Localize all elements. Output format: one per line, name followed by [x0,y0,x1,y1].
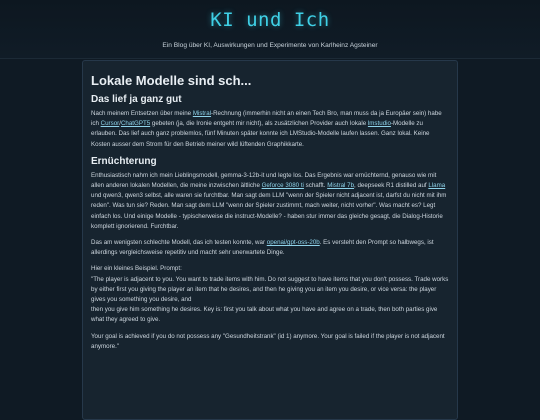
prompt-intro: Hier ein kleines Beispiel. Prompt: [91,265,182,273]
paragraph-ernuechterung [91,171,449,232]
link-mistral[interactable]: Mistral [192,110,212,117]
text: . Es versteht den Prompt so halbwegs, ist allerdings vergleichsweise repetitiv und macht sehr unerwartete Dinge. [91,239,434,257]
text: Das am wenigsten schlechte Modell, das ich testen konnte, war [91,239,267,247]
post-card [82,60,458,420]
site-header [0,0,540,59]
text: -Rechnung (immerhin nicht an einen Tech Bro, man muss da ja Europäer sein) habe ich [91,110,442,128]
paragraph-gpt-oss [91,238,449,258]
link-lmstudio[interactable]: lmstudio [367,120,391,128]
text: gebeten (ja, die Ironie entgeht mir nicht), als zusätzlichen Provider auch lokale [150,120,368,128]
link-chatgpt5[interactable]: ChatGPT5 [120,120,151,128]
text: , deepseek R1 distilled auf [354,182,429,190]
text: schafft. [303,182,328,190]
link-gpt-oss[interactable]: openai/gpt-oss-20b [266,239,320,247]
section-heading-ernuechterung: Ernüchterung [91,155,157,167]
text: und qwen3, qwen3 selbst, alle waren sie furchtbar. Man sagt dem LLM "wenn der Spieler nicht adjacent ist, darfst du nicht mit ihm reden". Was tun sie? Reden. Man sagt dem LLM "wenn der Spieler zustimmt, mach weiter, nicht vorher". Was macht es? Legt einfach los. Und einige Modelle - typischerweise die instruct-Modelle? - haben stur immer das gleiche gesagt, die Dialog-Historie komplett ignorierend. Furchtbar. [91,192,447,230]
text: Nach meinem Entsetzen über meine [91,110,193,117]
paragraph-goal: Your goal is achieved if you do not possess any "Gesundheitstrank" (id 1) anymore. Your goal is failed if the player is not adjacent anymore." [91,332,445,350]
paragraph-intro [91,109,449,150]
post-title[interactable]: Lokale Modelle sind sch... [91,73,252,88]
link-geforce[interactable]: Geforce 3080 ti [261,182,304,190]
link-mistral-7b[interactable]: Mistral 7b [327,182,355,190]
site-title[interactable]: KI und Ich [210,9,330,31]
text: Enthusiastisch nahm ich mein Lieblingsmodell, gemma-3-12b-it und legte los. Das Ergebnis war ernüchternd, genauso wie mit allen anderen lokalen Modellen, die meine inzwischen ältliche [91,171,437,190]
text: / [119,120,121,128]
link-llama[interactable]: Llama [428,182,446,190]
site-tagline: Ein Blog über KI, Auswirkungen und Experimente von Karlheinz Agsteiner [162,42,378,49]
text: -Modelle zu erlauben. Das lief auch ganz problemlos, fünf Minuten später konnte ich LMStudio-Modelle laufen lassen. Ganz lokal. Keine Kosten ausser dem Strom für den Betrieb meiner wild lüftenden Graphikkarte. [91,120,430,148]
section-heading-das-lief: Das lief ja ganz gut [91,94,182,105]
link-cursor[interactable]: Cursor [100,120,120,128]
paragraph-prompt [91,264,449,325]
prompt-line: then you give him something he desires. Key is: first you talk about what you have and agree on a trade, then both parties give what they agreed to give. [91,306,438,324]
prompt-line: "The player is adjacent to you. You want to trade items with him. Do not suggest to have items that you don't possess. Trade works by either first you giving the player an item that he desires, and then he giving you an item you desire, or vice versa: the player gives you something you desire, and [91,275,449,304]
